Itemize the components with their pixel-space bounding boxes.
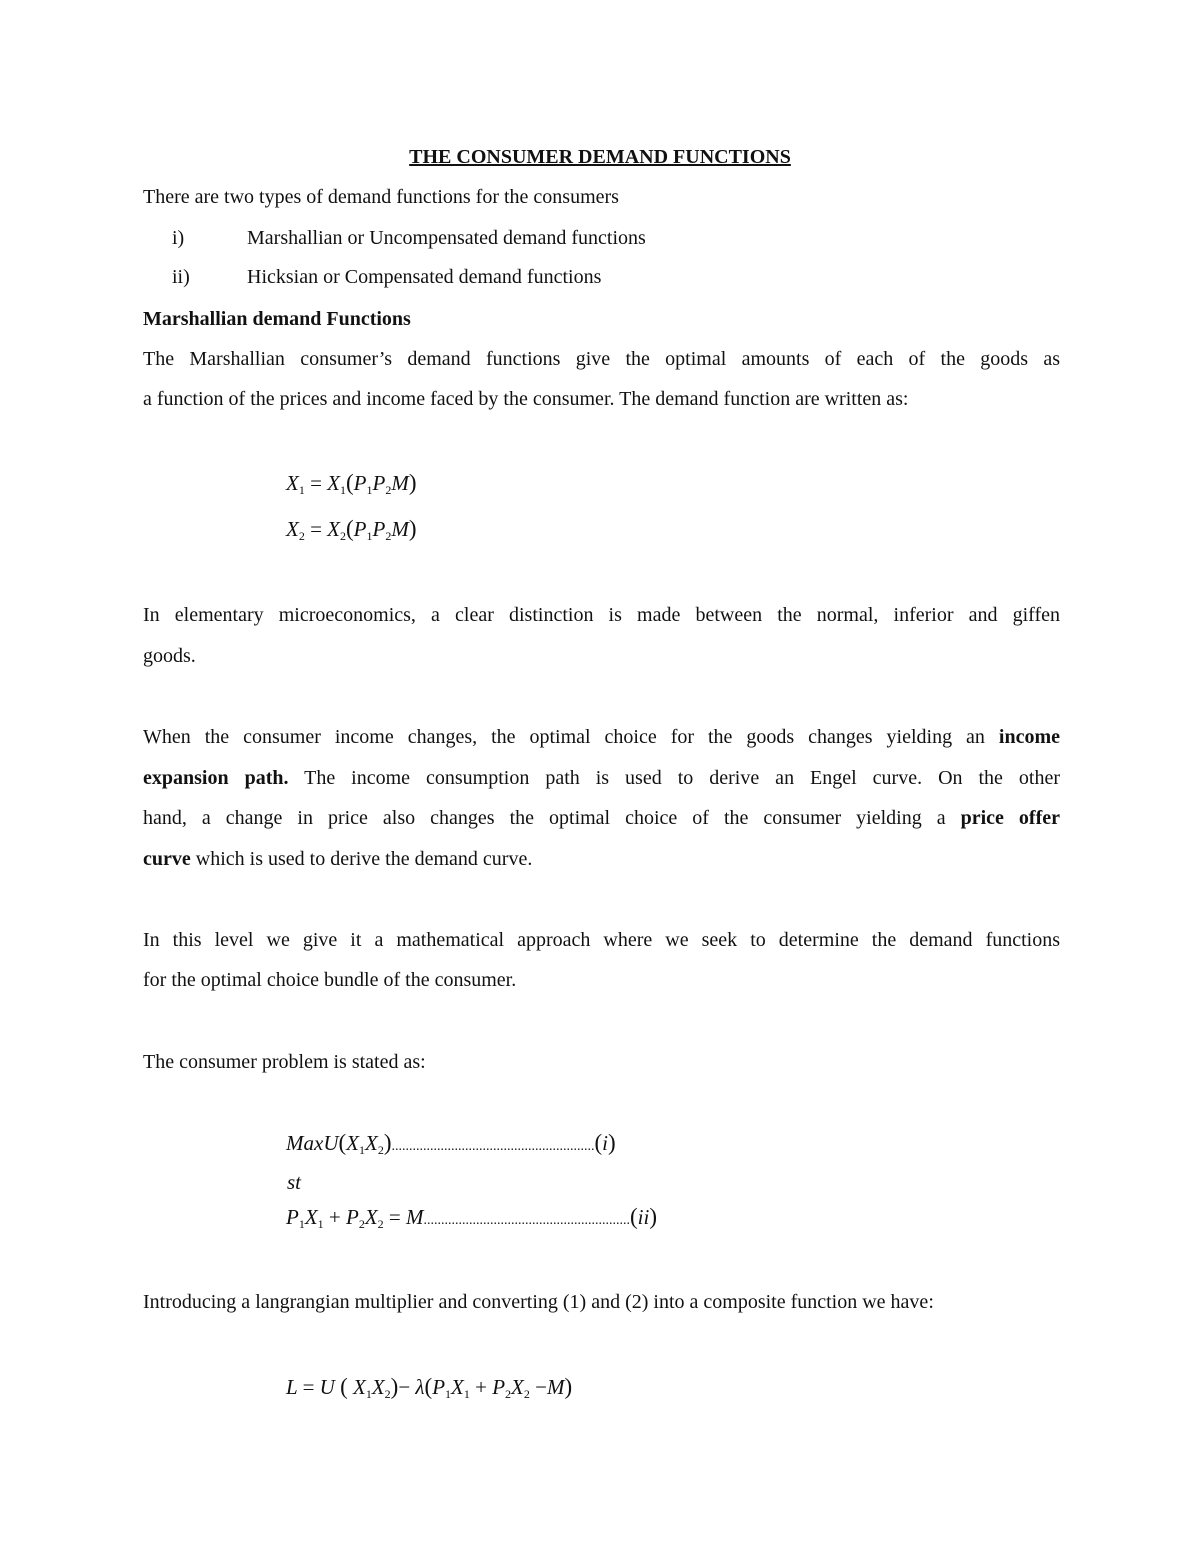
equation-x2: $X_2 = X_2(P_1P_2M)$: [286, 516, 417, 543]
para3-line3: hand, a change in price also changes the optimal choice of the consumer yielding a price offer: [143, 807, 1060, 829]
para1-line2: a function of the prices and income faced by the consumer. The demand function are written as:: [143, 388, 909, 410]
page-title: THE CONSUMER DEMAND FUNCTIONS: [409, 146, 791, 168]
problem-objective: $MaxU(X_1X_2)..........................................................(i)$: [286, 1130, 616, 1157]
list-marker-1: i): [172, 227, 185, 249]
equation-x1: $X_1 = X_1(P_1P_2M)$: [286, 470, 417, 497]
list-marker-2: ii): [172, 266, 190, 288]
problem-st: st: [287, 1170, 302, 1194]
lagrangian-equation: L = U ( $X_1X_2)- \lambda(P_1X_1 + P_2X_2 -M)$: [286, 1374, 573, 1401]
list-item-1: Marshallian or Uncompensated demand functions: [247, 227, 646, 249]
para4-line2: for the optimal choice bundle of the consumer.: [143, 969, 517, 991]
para3-line2: expansion path. The income consumption path is used to derive an Engel curve. On the other: [143, 767, 1060, 789]
intro-text: There are two types of demand functions for the consumers: [143, 186, 619, 208]
list-item-2: Hicksian or Compensated demand functions: [247, 266, 602, 288]
para3-line1: When the consumer income changes, the optimal choice for the goods changes yielding an income: [143, 726, 1060, 748]
para2-line2: goods.: [143, 645, 196, 667]
para2-line1: In elementary microeconomics, a clear distinction is made between the normal, inferior and giffen: [143, 604, 1060, 626]
problem-constraint: $P_1X_1 + P_2X_2 = M...........................................................(ii)$: [286, 1204, 658, 1231]
para6-text: Introducing a langrangian multiplier and converting (1) and (2) into a composite function we have:: [143, 1291, 934, 1313]
para5-text: The consumer problem is stated as:: [143, 1051, 426, 1073]
para3-line4: curve which is used to derive the demand curve.: [143, 848, 533, 870]
para1-line1: The Marshallian consumer’s demand functions give the optimal amounts of each of the goods as: [143, 348, 1060, 370]
para4-line1: In this level we give it a mathematical approach where we seek to determine the demand functions: [143, 929, 1060, 951]
section-heading: Marshallian demand Functions: [143, 308, 411, 330]
